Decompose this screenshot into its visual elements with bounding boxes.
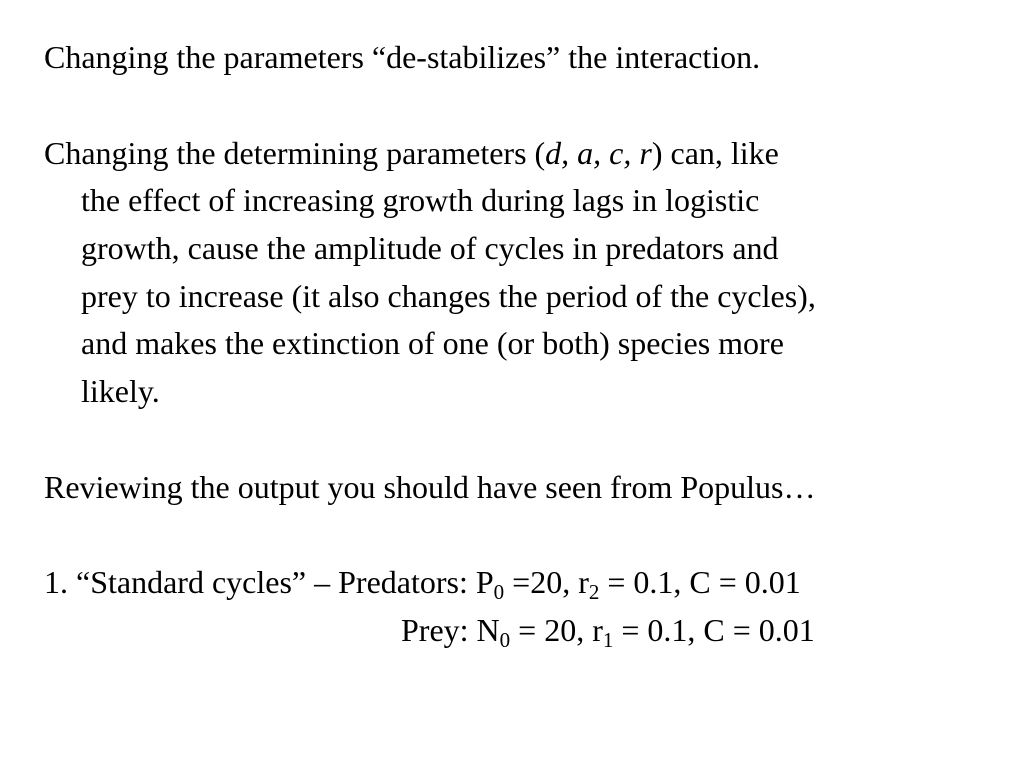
subscript: 0 [493, 580, 505, 604]
text-segment: Reviewing the output you should have seen from Populus… [44, 469, 816, 505]
paragraph-parameters-line-4 [81, 276, 816, 316]
text-segment: = 0.1, C = 0.01 [613, 612, 815, 648]
subscript: 2 [588, 580, 600, 604]
paragraph-parameters-line-6 [81, 371, 160, 411]
text-segment: growth, cause the amplitude of cycles in predators and [81, 230, 779, 266]
text-segment: =20, r [504, 564, 589, 600]
text-segment: = 20, r [510, 612, 603, 648]
paragraph-destabilize [44, 37, 760, 77]
paragraph-populus [44, 467, 815, 507]
item-standard-cycles-predators [44, 562, 801, 602]
text-segment: Changing the determining parameters ( [44, 135, 546, 171]
paragraph-destabilize-text: Changing the parameters “de-stabilizes” the interaction. [44, 39, 761, 75]
text-segment: ) can, like [651, 135, 779, 171]
paragraph-parameters-line-1 [44, 133, 779, 173]
paragraph-parameters-line-3 [81, 228, 779, 268]
item-standard-cycles-prey [401, 610, 815, 650]
text-segment: the effect of increasing growth during lags in logistic [81, 182, 760, 218]
paragraph-parameters-line-5 [81, 323, 784, 363]
text-segment: = 0.1, C = 0.01 [599, 564, 801, 600]
text-segment: Prey: N [401, 612, 500, 648]
subscript: 0 [499, 628, 511, 652]
subscript: 1 [602, 628, 614, 652]
text-segment: likely. [81, 373, 160, 409]
paragraph-parameters-line-2 [81, 180, 759, 220]
parameters-italic: d, a, c, r [545, 135, 652, 171]
text-segment: prey to increase (it also changes the period of the cycles), [81, 278, 816, 314]
text-segment: and makes the extinction of one (or both) species more [81, 325, 784, 361]
text-segment: 1. “Standard cycles” – Predators: P [44, 564, 494, 600]
